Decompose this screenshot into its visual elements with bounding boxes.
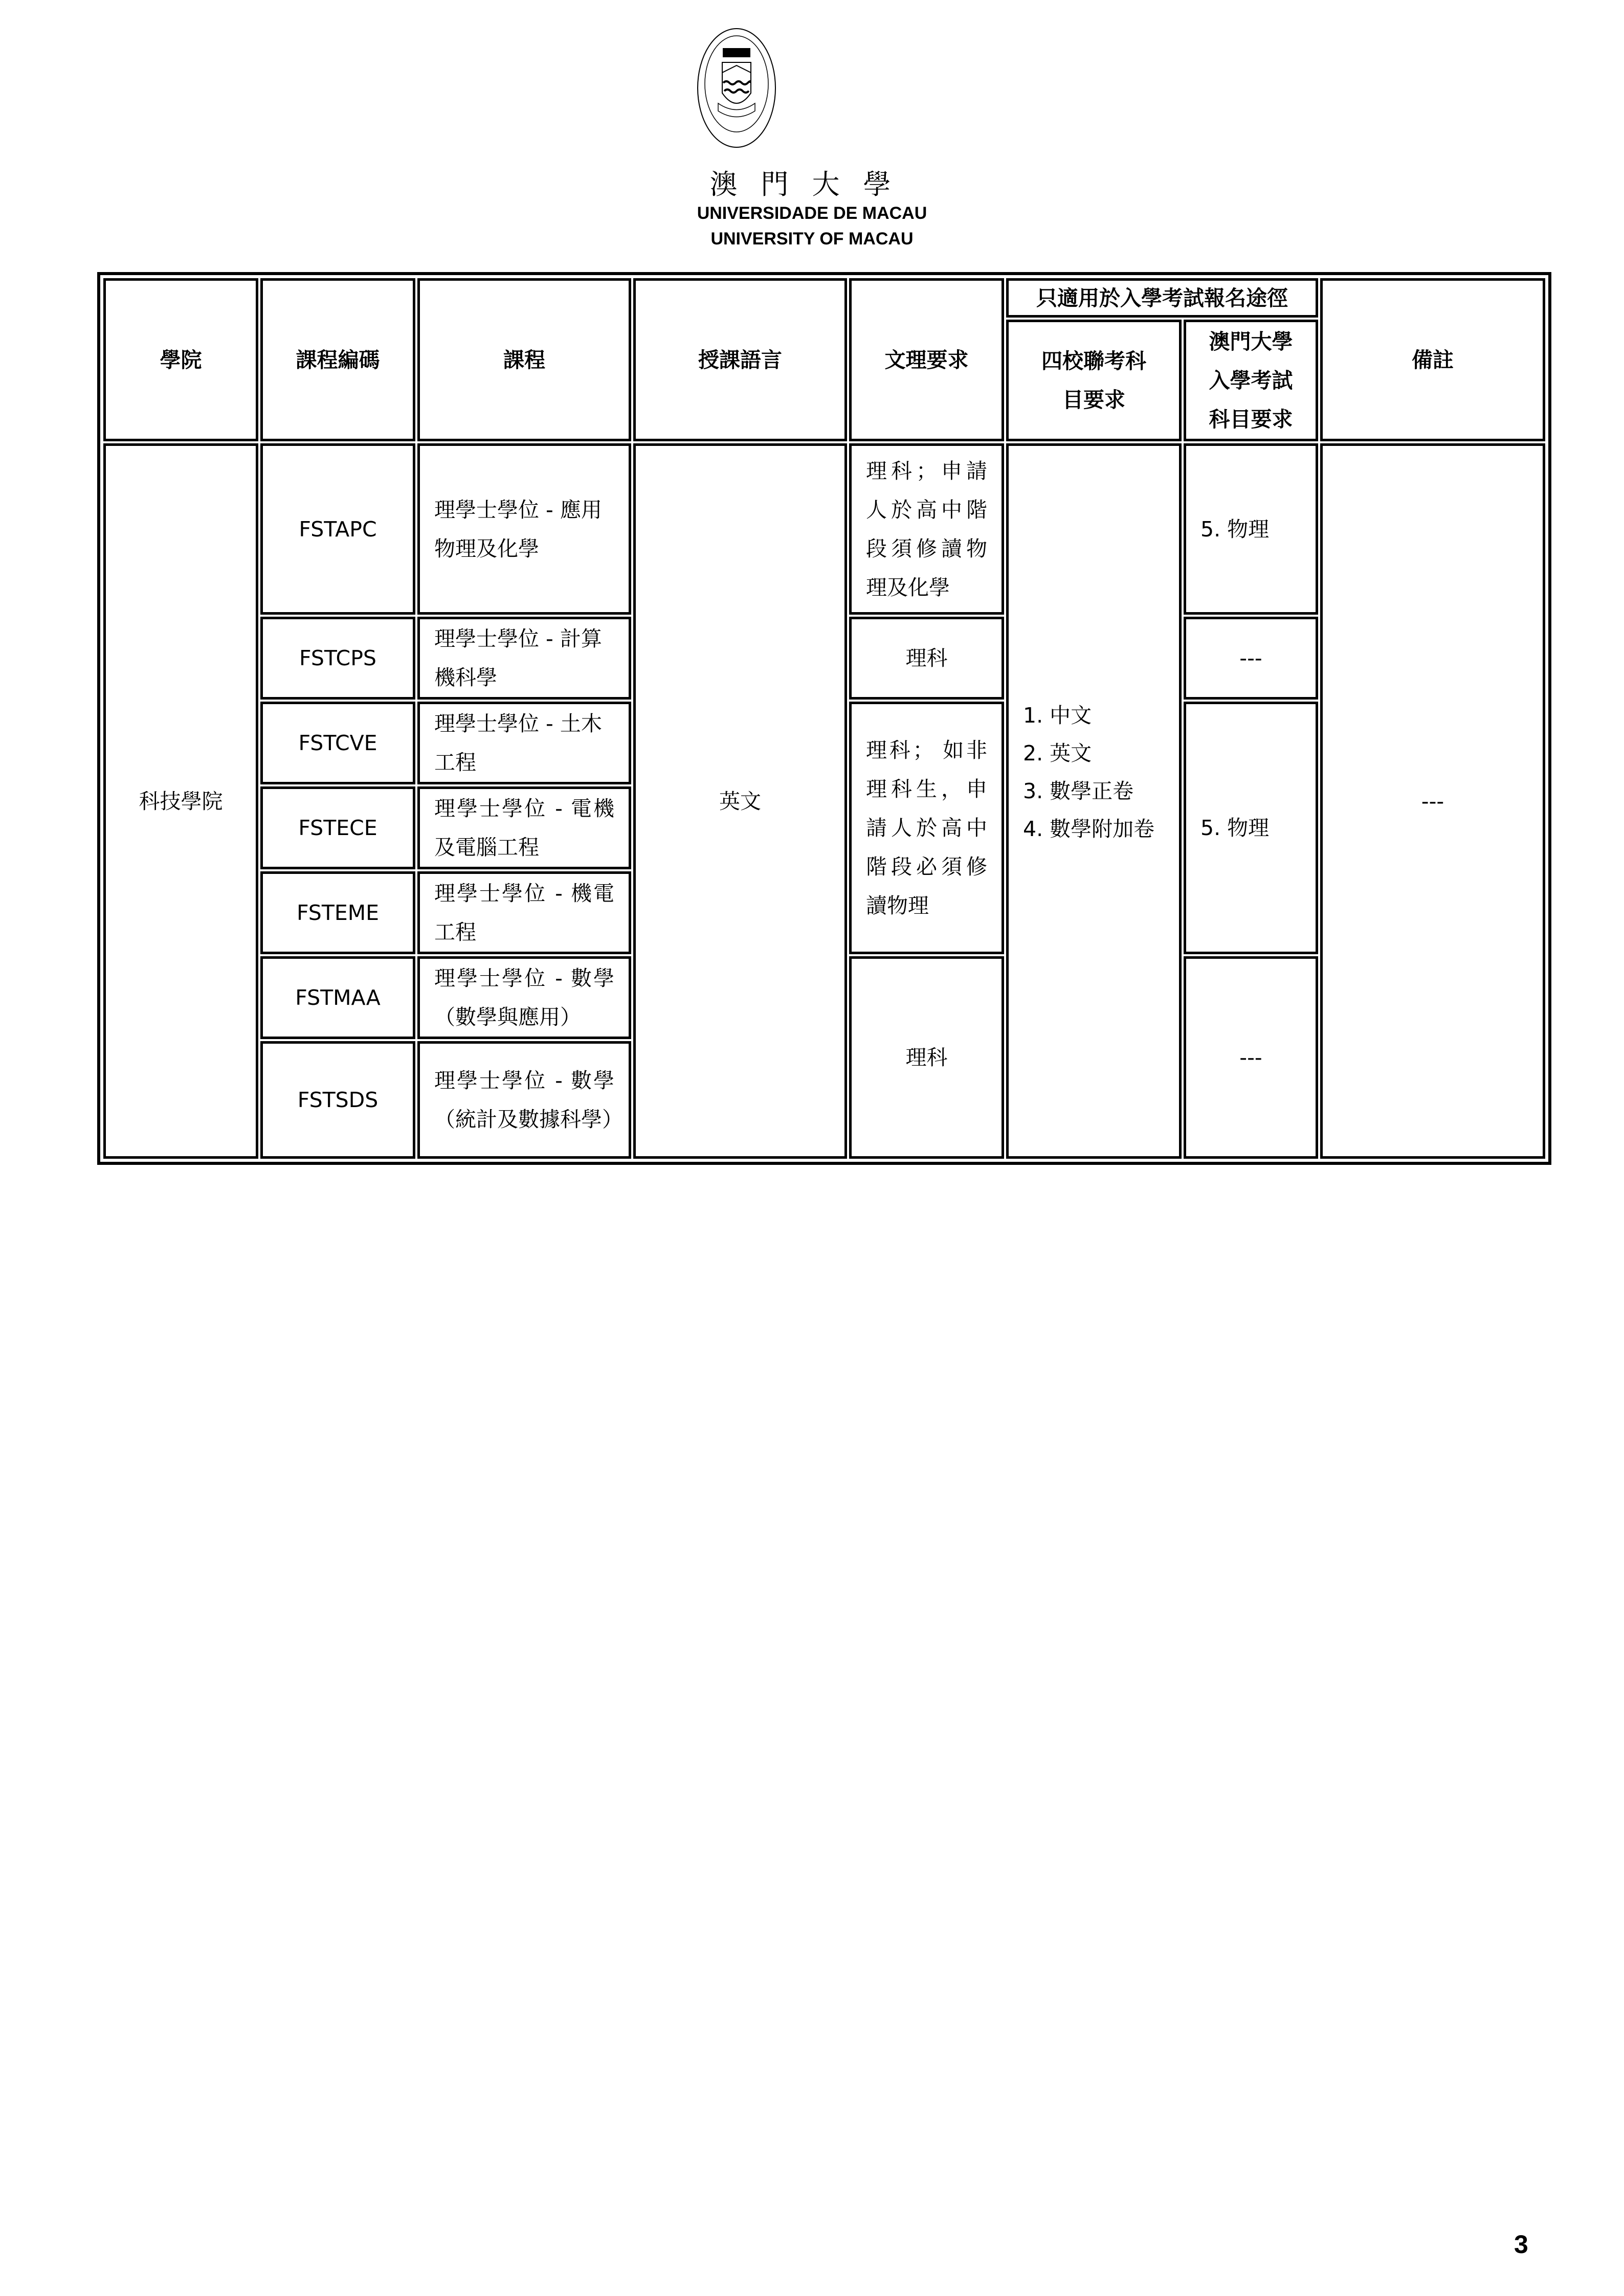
programme-code: FSTMAA <box>260 956 415 1039</box>
programme-name: 理學士學位 - 應用物理及化學 <box>417 443 631 615</box>
stream-requirement: 理科 <box>849 956 1004 1159</box>
header-um-exam: 澳門大學入學考試科目要求 <box>1184 320 1318 441</box>
stream-requirement: 理科；申請人於高中階段須修讀物理及化學 <box>849 443 1004 615</box>
programme-name: 理學士學位 - 機電工程 <box>417 871 631 954</box>
remarks-cell: --- <box>1320 443 1545 1159</box>
stream-requirement: 理科 <box>849 617 1004 700</box>
four-school-subject-list <box>1023 696 1165 848</box>
programme-code: FSTECE <box>260 786 415 869</box>
header-remarks: 備註 <box>1320 278 1545 441</box>
header-exam-route-group: 只適用於入學考試報名途徑 <box>1006 278 1318 318</box>
university-seal-icon <box>696 27 777 149</box>
subject-item: 2. 英文 <box>1023 741 1092 766</box>
programme-code: FSTSDS <box>260 1041 415 1159</box>
programme-name: 理學士學位 - 數學（數學與應用） <box>417 956 631 1039</box>
programme-code: FSTCPS <box>260 617 415 700</box>
programme-code: FSTAPC <box>260 443 415 615</box>
programme-name: 理學士學位 - 電機及電腦工程 <box>417 786 631 869</box>
um-exam-subject: --- <box>1184 617 1318 700</box>
university-name-english: UNIVERSITY OF MACAU <box>710 229 914 249</box>
programme-requirements-table <box>97 272 1551 1165</box>
programme-name: 理學士學位 - 數學（統計及數據科學） <box>417 1041 631 1159</box>
programme-code: FSTEME <box>260 871 415 954</box>
um-exam-subject: 5. 物理 <box>1184 443 1318 615</box>
university-name-chinese: 澳門大學 <box>709 168 915 200</box>
um-exam-subject: 5. 物理 <box>1184 702 1318 954</box>
programme-name: 理學士學位 - 計算機科學 <box>417 617 631 700</box>
subject-item: 1. 中文 <box>1023 703 1092 728</box>
header-four-school-exam: 四校聯考科目要求 <box>1006 320 1182 441</box>
teaching-language-cell: 英文 <box>633 443 847 1159</box>
header-programme: 課程 <box>417 278 631 441</box>
page-number: 3 <box>1514 2230 1528 2259</box>
table-row <box>103 443 1545 615</box>
letterhead <box>0 0 1624 266</box>
header-programme-code: 課程編碼 <box>260 278 415 441</box>
header-teaching-language: 授課語言 <box>633 278 847 441</box>
university-name-portuguese: UNIVERSIDADE DE MACAU <box>697 204 927 223</box>
programme-name: 理學士學位 - 土木工程 <box>417 702 631 784</box>
header-faculty: 學院 <box>103 278 258 441</box>
faculty-cell: 科技學院 <box>103 443 258 1159</box>
um-exam-subject: --- <box>1184 956 1318 1159</box>
programme-code: FSTCVE <box>260 702 415 784</box>
subject-item: 3. 數學正卷 <box>1023 779 1134 803</box>
stream-requirement: 理科； 如非理科生，申請人於高中階段必須修讀物理 <box>849 702 1004 954</box>
four-school-subjects-cell <box>1006 443 1182 1159</box>
subject-item: 4. 數學附加卷 <box>1023 817 1155 841</box>
header-stream-requirement: 文理要求 <box>849 278 1004 441</box>
